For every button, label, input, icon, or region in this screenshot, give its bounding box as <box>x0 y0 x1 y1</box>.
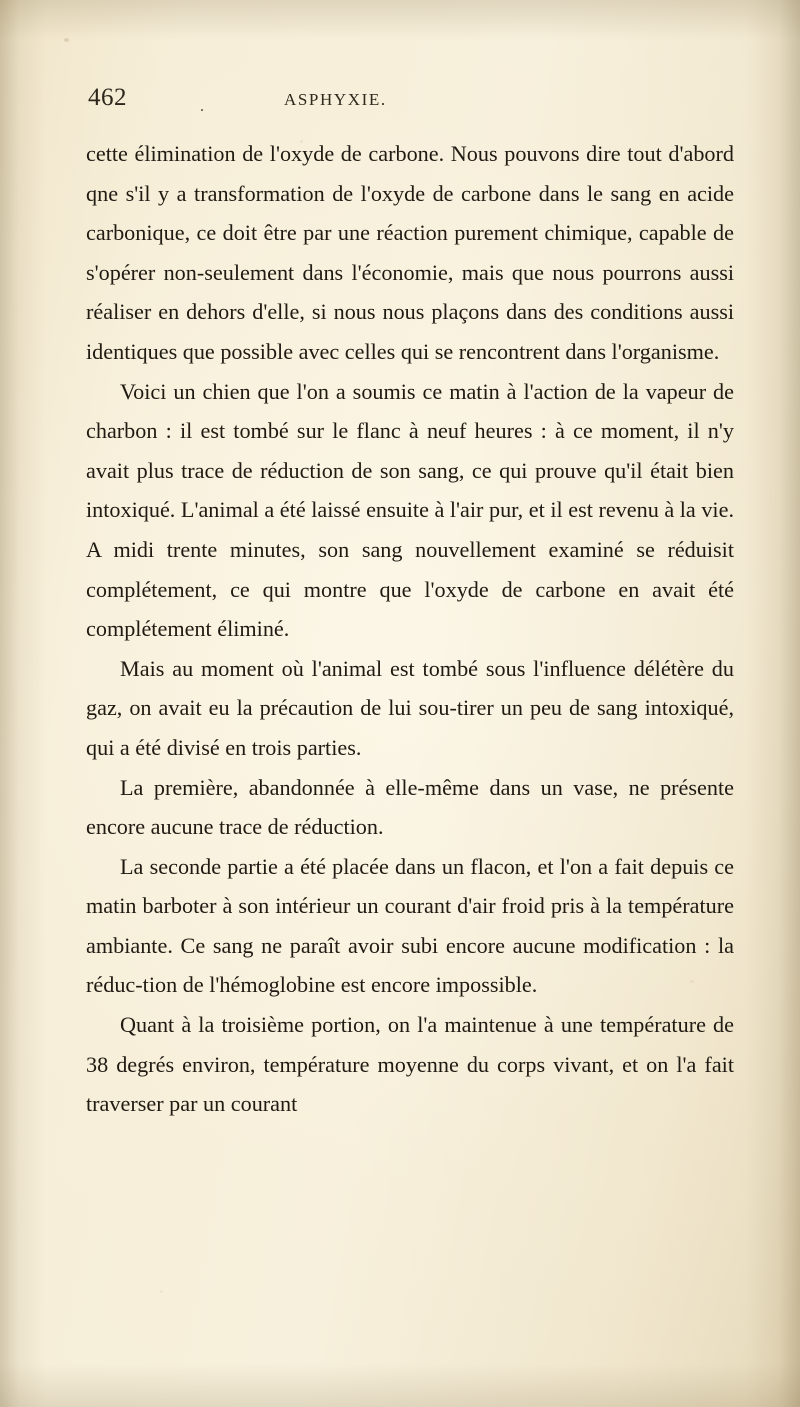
page-number: 462 <box>88 84 127 111</box>
running-head <box>88 84 728 115</box>
page-edge-shadow-left <box>0 0 46 1407</box>
paragraph: La première, abandonnée à elle-même dans un vase, ne présente encore aucune trace de réduction. <box>86 774 734 840</box>
paper-speck <box>160 1290 163 1293</box>
page-edge-shadow-right <box>746 0 800 1407</box>
paragraph: Voici un chien que l'on a soumis ce matin à l'action de la vapeur de charbon : il est tombé sur le flanc à neuf heures : à ce moment, il n'y avait plus trace de réduction de son sang, ce qui prouve qu'il était bien intoxiqué. L'animal a été laissé ensuite à l'air pur, et il est revenu à la vie. A midi trente minutes, son sang nouvellement examiné se réduisit complétement, ce qui montre que l'oxyde de carbone en avait été complétement éliminé. <box>86 378 734 642</box>
head-separator: . <box>200 98 204 115</box>
paragraph: Quant à la troisième portion, on l'a maintenue à une température de 38 degrés environ, température moyenne du corps vivant, et on l'a fait traverser par un courant <box>86 1012 734 1117</box>
paragraph: Mais au moment où l'animal est tombé sous l'influence délétère du gaz, on avait eu la précaution de lui sou-tirer un peu de sang intoxiqué, qui a été divisé en trois parties. <box>86 655 734 760</box>
running-head-title: ASPHYXIE. <box>284 90 387 109</box>
body-text <box>86 134 734 1124</box>
paper-speck <box>64 38 69 42</box>
paragraph: La seconde partie a été placée dans un flacon, et l'on a fait depuis ce matin barboter à son intérieur un courant d'air froid pris à la température ambiante. Ce sang ne paraît avoir subi encore aucune modification : la réduc-tion de l'hémoglobine est encore impossible. <box>86 853 734 998</box>
page-edge-shadow-bottom <box>0 1363 800 1407</box>
paragraph: cette élimination de l'oxyde de carbone. Nous pouvons dire tout d'abord qne s'il y a transformation de l'oxyde de carbone dans le sang en acide carbonique, ce doit être par une réaction purement chimique, capable de s'opérer non-seulement dans l'économie, mais que nous pourrons aussi réaliser en dehors d'elle, si nous nous plaçons dans des conditions aussi identiques que possible avec celles qui se rencontrent dans l'organisme. <box>86 141 734 364</box>
page-edge-shadow-top <box>0 0 800 40</box>
